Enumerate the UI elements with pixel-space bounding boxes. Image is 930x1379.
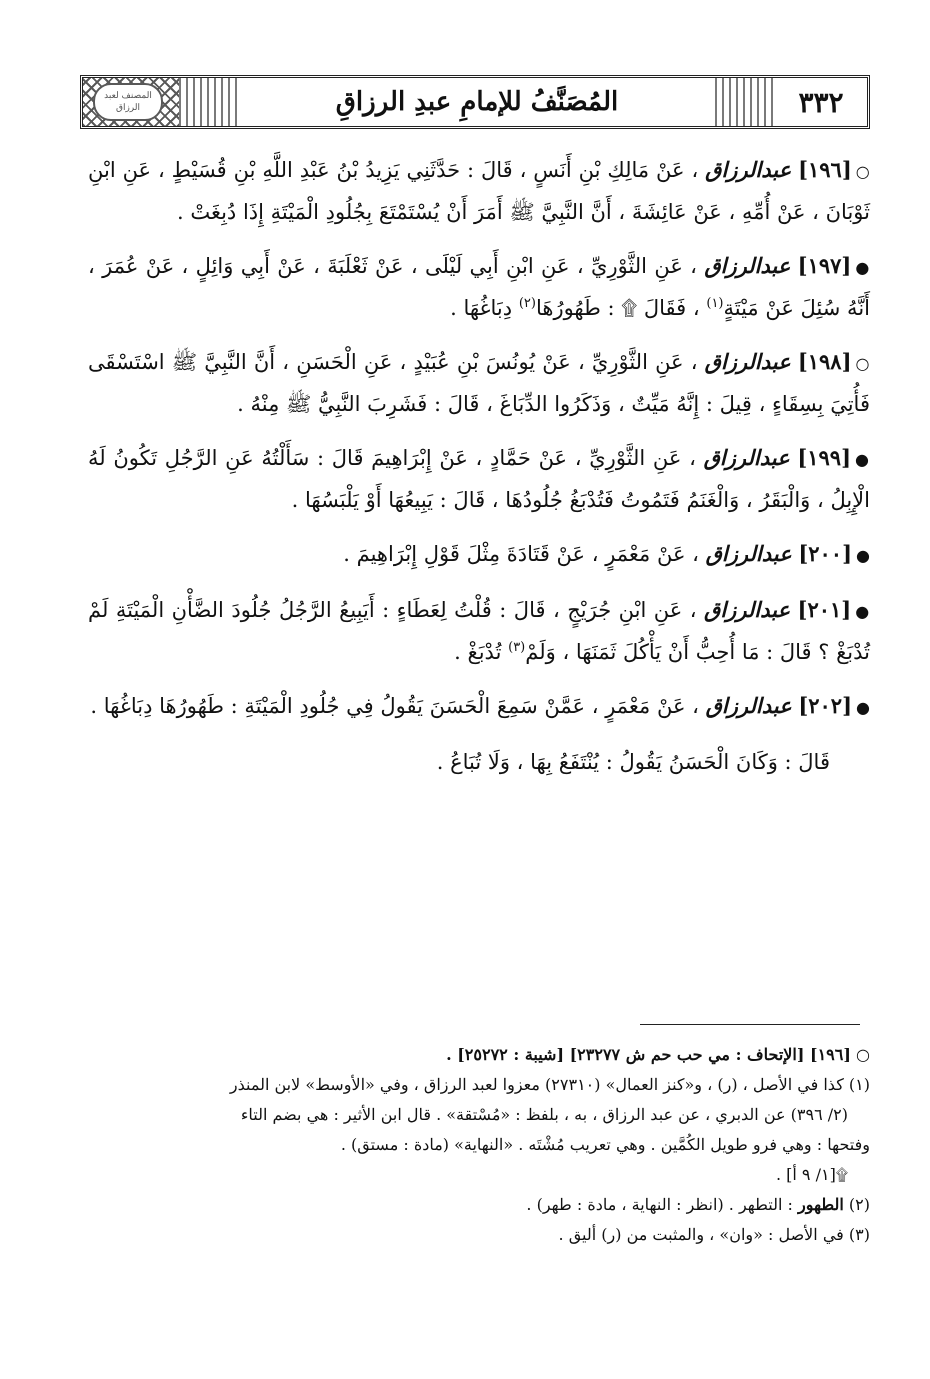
hadith-199 xyxy=(88,438,870,520)
hadith-number: [١٩٨] xyxy=(797,349,852,374)
hadith-number: [١٩٧] xyxy=(797,253,852,278)
footnote-1-line-2: (٢/ ٣٩٦) عن الدبري ، عن عبد الرزاق ، به ، بلفظ : «مُسْتقة» . قال ابن الأثير : هي بضم التاء xyxy=(240,1105,848,1124)
leaf-reference: ۩[١/ ٩ أ] . xyxy=(775,1165,848,1184)
footnote-divider xyxy=(640,1024,860,1025)
hadith-number: [١٩٩] xyxy=(797,445,852,470)
hadith-mark-icon: ● xyxy=(855,450,871,469)
footnote-2 xyxy=(88,1190,870,1220)
narrator-name: عبدالرزاق xyxy=(705,541,792,566)
hadith-text: ، عَنِ ابْنِ جُرَيْجٍ ، قَالَ : قُلْتُ لِعَطَاءٍ : أَيَبِيعُ الرَّجُلُ جُلُودَ الضَّأْنِ الْمَيْتَةِ لَمْ تُدْبَغْ ؟ قَالَ : مَا أُحِبُّ أَنْ يَأْكُلَ ثَمَنَهَا ، وَلَمْ xyxy=(88,598,870,664)
page-header xyxy=(80,75,870,129)
footnote-reference-line xyxy=(88,1040,870,1070)
hadith-197 xyxy=(88,246,870,328)
hadith-202-continuation: قَالَ : وَكَانَ الْحَسَنُ يَقُولُ : يُنْتَفَعُ بِهَا ، وَلَا تُبَاعُ . xyxy=(436,750,830,774)
hadith-text: ، عَنْ مَعْمَرٍ ، عَنْ قَتَادَةَ مِثْلَ قَوْلِ إِبْرَاهِيمَ . xyxy=(343,542,699,566)
hadith-text: ، عَنِ الثَّوْرِيِّ ، عَنْ حَمَّادٍ ، عَنْ إِبْرَاهِيمَ قَالَ : سَأَلْتُهُ عَنِ الرَّجُلِ تَكُونُ لَهُ الْإِبِلُ ، وَالْبَقَرُ ، وَالْغَنَمُ فَتَمُوتُ فَتُدْبَغُ جُلُودُهَا ، قَالَ : يَبِيعُهَا أَوْ يَلْبَسُهَا . xyxy=(88,446,870,512)
publisher-seal xyxy=(93,83,163,121)
hadith-mark-icon: ● xyxy=(856,698,870,717)
hadith-text: تُدْبَغْ . xyxy=(454,640,502,664)
narrator-name: عبدالرزاق xyxy=(703,445,790,470)
footnote-label: (٣) xyxy=(848,1225,870,1244)
footnote-text: في الأصل : «وان» ، والمثبت من (ر) أليق . xyxy=(558,1225,844,1244)
header-ornament-right xyxy=(715,78,775,126)
reference-mark-icon: ○ xyxy=(856,1045,870,1064)
hadith-200 xyxy=(88,534,870,576)
narrator-name: عبدالرزاق xyxy=(705,693,792,718)
narrator-name: عبدالرزاق xyxy=(704,253,791,278)
hadith-text: ، فَقَالَ ۩ : طَهُورُهَا xyxy=(535,296,700,320)
footnote-3 xyxy=(88,1220,870,1250)
hadith-mark-icon: ● xyxy=(855,258,870,277)
footnote-ref: (١) xyxy=(706,296,724,311)
hadith-mark-icon: ● xyxy=(856,546,870,565)
main-text xyxy=(88,150,870,796)
footnote-ref: (٢) xyxy=(518,296,536,311)
hadith-number: [١٩٦] xyxy=(798,157,852,182)
hadith-text: ، عَنْ مَعْمَرٍ ، عَمَّنْ سَمِعَ الْحَسَنَ يَقُولُ فِي جُلُودِ الْمَيْتَةِ : طَهُورُهَا دِبَاغُهَا . xyxy=(90,694,699,718)
hadith-198 xyxy=(88,342,870,424)
hadith-text: ، عَنِ الثَّوْرِيِّ ، عَنْ يُونُسَ بْنِ عُبَيْدٍ ، عَنِ الْحَسَنِ ، أَنَّ النَّبِيَّ ﷺ اسْتَسْقَى فَأُتِيَ بِسِقَاءٍ ، قِيلَ : إِنَّهُ مَيِّتٌ ، وَذَكَرُوا الدِّبَاغَ ، قَالَ : فَشَرِبَ النَّبِيُّ ﷺ مِنْهُ . xyxy=(88,350,870,416)
hadith-number: [٢٠١] xyxy=(797,597,852,622)
footnote-ref: (٣) xyxy=(508,640,526,655)
hadith-number: [٢٠٢] xyxy=(798,693,853,718)
hadith-mark-icon: ○ xyxy=(855,162,870,181)
narrator-name: عبدالرزاق xyxy=(704,597,791,622)
footnote-1-line-3: وفتحها : وهي فرو طويل الكُمَّين . وهي تعريب مُشْتَه . «النهاية» (مادة : مستق) . xyxy=(340,1135,870,1154)
footnote-text: : التطهر . (انظر : النهاية ، مادة : طهر) . xyxy=(526,1195,793,1214)
footnotes xyxy=(88,1040,870,1250)
header-ornament-panel xyxy=(83,78,179,126)
narrator-name: عبدالرزاق xyxy=(705,157,792,182)
seal-text: المصنف لعبد الرزاق xyxy=(104,91,152,113)
page-title: المُصَنَّفُ للإمامِ عبدِ الرزاقِ xyxy=(335,87,619,117)
hadith-202 xyxy=(88,686,870,728)
hadith-mark-icon: ○ xyxy=(855,354,870,373)
hadith-196 xyxy=(88,150,870,232)
header-ornament-left xyxy=(179,78,239,126)
hadith-201 xyxy=(88,590,870,672)
footnote-term: الطهور xyxy=(798,1195,844,1214)
footnote-text: كذا في الأصل ، (ر) ، و«كنز العمال» (٢٧٣١٠) معزوا لعبد الرزاق ، وفي «الأوسط» لابن المنذر xyxy=(229,1075,844,1094)
hadith-text: دِبَاغُهَا . xyxy=(450,296,513,320)
hadith-text: ، عَنِ الثَّوْرِيِّ ، عَنِ ابْنِ أَبِي لَيْلَى ، عَنْ ثَعْلَبَةَ ، عَنْ أَبِي وَائِلٍ ، عَنْ عُمَرَ ، أَنَّهُ سُئِلَ عَنْ مَيْتَةٍ xyxy=(88,254,870,320)
footnote-1 xyxy=(88,1070,870,1100)
narrator-name: عبدالرزاق xyxy=(704,349,791,374)
footnote-label: (٢) xyxy=(848,1195,870,1214)
footnote-label: (١) xyxy=(848,1075,870,1094)
reference-text: [١٩٦] [الإتحاف : مي حب حم ش ٢٣٢٧٧] [شيبة : ٢٥٢٧٢] . xyxy=(446,1045,851,1064)
hadith-text: ، عَنْ مَالِكِ بْنِ أَنَسٍ ، قَالَ : حَدَّثَنِي يَزِيدُ بْنُ عَبْدِ اللَّهِ بْنِ قُسَيْطٍ ، عَنِ ابْنِ ثَوْبَانَ ، عَنْ أُمِّهِ ، عَنْ عَائِشَةَ ، أَنَّ النَّبِيَّ ﷺ أَمَرَ أَنْ يُسْتَمْتَعَ بِجُلُودِ الْمَيْتَةِ إِذَا دُبِغَتْ . xyxy=(88,158,870,224)
page-number: ٣٣٢ xyxy=(798,85,844,119)
hadith-mark-icon: ● xyxy=(855,602,870,621)
hadith-number: [٢٠٠] xyxy=(798,541,853,566)
